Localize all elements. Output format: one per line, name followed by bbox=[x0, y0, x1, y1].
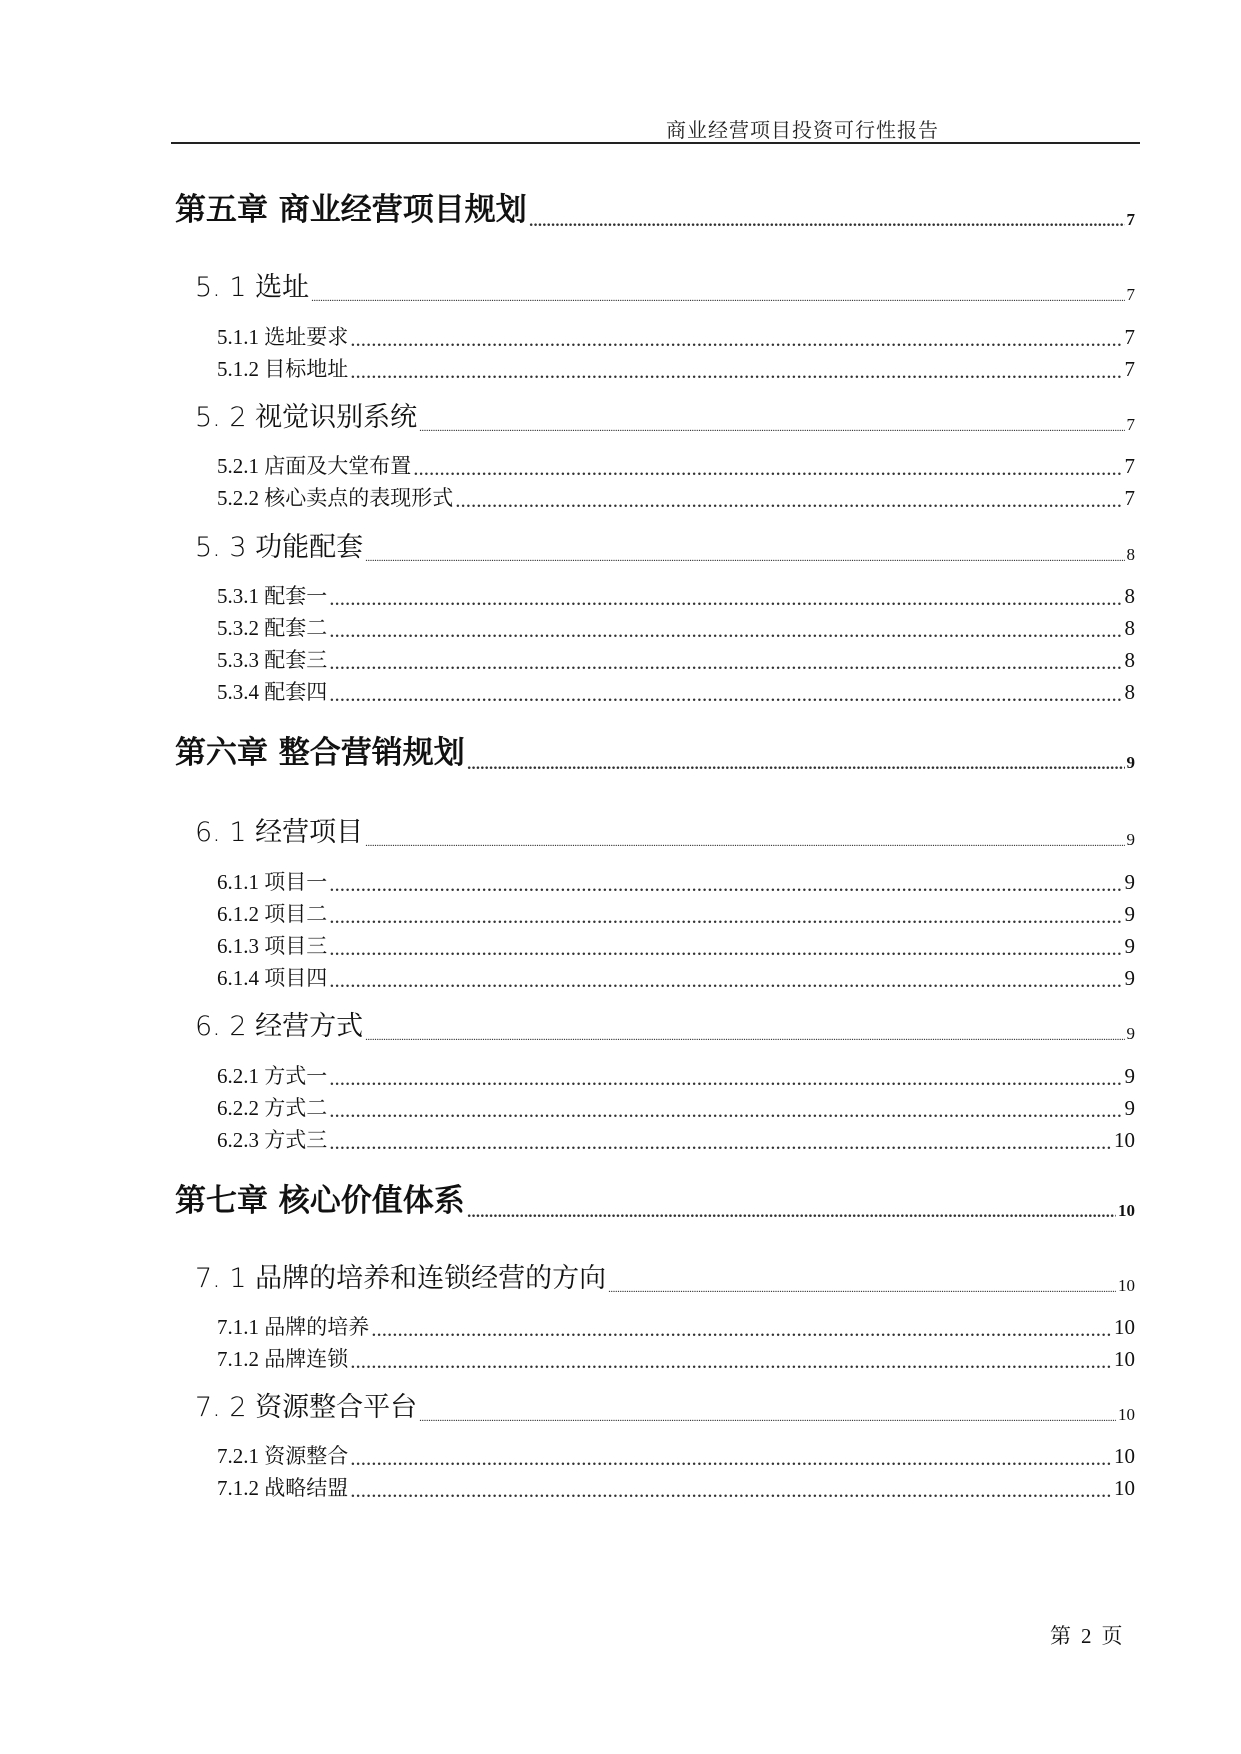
toc-entry-title: 6.2.2 方式二 bbox=[217, 1096, 328, 1120]
toc-entry-title: 7.1.1 品牌的培养 bbox=[217, 1315, 370, 1339]
toc-entry-title: 6. 1 经营项目 bbox=[195, 817, 364, 848]
toc-entry-page: 8 bbox=[1124, 648, 1135, 672]
toc-entry-page: 10 bbox=[1114, 1476, 1135, 1500]
toc-entry-title: 7.1.2 战略结盟 bbox=[217, 1476, 349, 1500]
toc-entry-page: 7 bbox=[1124, 325, 1135, 349]
toc-entry-page: 10 bbox=[1118, 1405, 1135, 1424]
toc-entry-subsection[interactable] bbox=[217, 679, 1135, 705]
dot-leader bbox=[350, 360, 1122, 382]
toc-entry-subsection[interactable] bbox=[217, 356, 1135, 382]
toc-entry-subsection[interactable] bbox=[217, 1314, 1135, 1340]
toc-entry-page: 10 bbox=[1114, 1444, 1135, 1468]
toc-entry-page: 9 bbox=[1124, 1064, 1135, 1088]
toc-entry-page: 10 bbox=[1114, 1347, 1135, 1371]
toc-entry-section[interactable] bbox=[195, 1391, 1135, 1425]
footer-suffix: 页 bbox=[1101, 1624, 1125, 1648]
toc-entry-page: 10 bbox=[1114, 1315, 1135, 1339]
toc-entry-title: 7.2.1 资源整合 bbox=[217, 1444, 349, 1468]
toc-entry-title: 7. 1 品牌的培养和连锁经营的方向 bbox=[195, 1263, 607, 1294]
toc-entry-title: 第六章 整合营销规划 bbox=[175, 735, 465, 771]
dot-leader bbox=[329, 1099, 1122, 1121]
toc-entry-subsection[interactable] bbox=[217, 485, 1135, 511]
dot-leader bbox=[413, 457, 1122, 479]
toc-entry-title: 5.2.1 店面及大堂布置 bbox=[217, 454, 412, 478]
toc-entry-title: 5.1.1 选址要求 bbox=[217, 325, 349, 349]
dot-leader bbox=[467, 757, 1125, 773]
dot-leader bbox=[311, 292, 1124, 305]
toc-entry-title: 7.1.2 品牌连锁 bbox=[217, 1347, 349, 1371]
toc-entry-title: 5. 1 选址 bbox=[195, 272, 310, 303]
toc-entry-subsection[interactable] bbox=[217, 615, 1135, 641]
toc-entry-subsection[interactable] bbox=[217, 324, 1135, 350]
dot-leader bbox=[455, 489, 1122, 511]
toc-entry-page: 9 bbox=[1124, 934, 1135, 958]
toc-entry-page: 7 bbox=[1126, 210, 1135, 229]
toc-entry-title: 第七章 核心价值体系 bbox=[175, 1183, 465, 1219]
dot-leader bbox=[467, 1205, 1116, 1221]
toc-entry-page: 9 bbox=[1124, 870, 1135, 894]
dot-leader bbox=[329, 619, 1122, 641]
toc-entry-page: 7 bbox=[1124, 454, 1135, 478]
toc-entry-page: 8 bbox=[1126, 545, 1135, 564]
toc-entry-section[interactable] bbox=[195, 401, 1135, 435]
toc-entry-subsection[interactable] bbox=[217, 583, 1135, 609]
footer-prefix: 第 bbox=[1050, 1624, 1073, 1648]
toc-entry-title: 5. 3 功能配套 bbox=[195, 532, 364, 563]
dot-leader bbox=[329, 937, 1122, 959]
toc-entry-subsection[interactable] bbox=[217, 1063, 1135, 1089]
header-rule bbox=[171, 142, 1140, 144]
toc-entry-title: 5.3.3 配套三 bbox=[217, 648, 328, 672]
toc-entry-title: 6. 2 经营方式 bbox=[195, 1011, 364, 1042]
toc-entry-page: 10 bbox=[1118, 1276, 1135, 1295]
toc-entry-section[interactable] bbox=[195, 1010, 1135, 1044]
toc-entry-page: 8 bbox=[1124, 680, 1135, 704]
dot-leader bbox=[329, 1131, 1112, 1153]
toc-entry-chapter[interactable] bbox=[175, 1181, 1135, 1221]
toc-entry-page: 8 bbox=[1124, 584, 1135, 608]
running-header-title: 商业经营项目投资可行性报告 bbox=[666, 118, 939, 142]
dot-leader bbox=[329, 587, 1122, 609]
toc-entry-title: 5.3.4 配套四 bbox=[217, 680, 328, 704]
toc-entry-page: 9 bbox=[1126, 1024, 1135, 1043]
toc-entry-page: 7 bbox=[1126, 285, 1135, 304]
toc-entry-subsection[interactable] bbox=[217, 1346, 1135, 1372]
dot-leader bbox=[350, 1479, 1112, 1501]
toc-entry-page: 7 bbox=[1124, 486, 1135, 510]
dot-leader bbox=[329, 651, 1122, 673]
dot-leader bbox=[419, 422, 1124, 435]
toc-entry-chapter[interactable] bbox=[175, 190, 1135, 230]
toc-entry-title: 5.2.2 核心卖点的表现形式 bbox=[217, 486, 454, 510]
footer-page-number: 2 bbox=[1081, 1624, 1094, 1648]
toc-entry-title: 5. 2 视觉识别系统 bbox=[195, 402, 418, 433]
toc-entry-title: 5.3.1 配套一 bbox=[217, 584, 328, 608]
toc-entry-subsection[interactable] bbox=[217, 901, 1135, 927]
toc-entry-subsection[interactable] bbox=[217, 1443, 1135, 1469]
toc-entry-title: 6.1.2 项目二 bbox=[217, 902, 328, 926]
dot-leader bbox=[608, 1283, 1116, 1296]
dot-leader bbox=[371, 1318, 1112, 1340]
toc-entry-subsection[interactable] bbox=[217, 1095, 1135, 1121]
toc-entry-section[interactable] bbox=[195, 1262, 1135, 1296]
toc-entry-title: 6.1.1 项目一 bbox=[217, 870, 328, 894]
toc-entry-subsection[interactable] bbox=[217, 1127, 1135, 1153]
page-number-footer bbox=[1050, 1620, 1125, 1650]
toc-entry-title: 7. 2 资源整合平台 bbox=[195, 1392, 418, 1423]
toc-entry-page: 9 bbox=[1126, 753, 1135, 772]
dot-leader bbox=[350, 1350, 1112, 1372]
dot-leader bbox=[365, 1031, 1124, 1044]
dot-leader bbox=[329, 1067, 1122, 1089]
dot-leader bbox=[529, 214, 1125, 230]
toc-entry-page: 9 bbox=[1124, 966, 1135, 990]
toc-entry-chapter[interactable] bbox=[175, 733, 1135, 773]
dot-leader bbox=[350, 1447, 1112, 1469]
dot-leader bbox=[329, 969, 1122, 991]
toc-entry-section[interactable] bbox=[195, 531, 1135, 565]
toc-entry-title: 5.3.2 配套二 bbox=[217, 616, 328, 640]
dot-leader bbox=[329, 873, 1122, 895]
toc-entry-section[interactable] bbox=[195, 816, 1135, 850]
dot-leader bbox=[350, 328, 1122, 350]
toc-entry-subsection[interactable] bbox=[217, 647, 1135, 673]
toc-entry-page: 10 bbox=[1118, 1201, 1135, 1220]
dot-leader bbox=[365, 552, 1124, 565]
toc-entry-title: 6.2.1 方式一 bbox=[217, 1064, 328, 1088]
toc-entry-page: 9 bbox=[1126, 830, 1135, 849]
toc-entry-page: 10 bbox=[1114, 1128, 1135, 1152]
toc-entry-page: 9 bbox=[1124, 1096, 1135, 1120]
toc-entry-title: 6.1.4 项目四 bbox=[217, 966, 328, 990]
toc-entry-page: 7 bbox=[1126, 415, 1135, 434]
toc-entry-subsection[interactable] bbox=[217, 933, 1135, 959]
dot-leader bbox=[329, 683, 1122, 705]
toc-entry-page: 9 bbox=[1124, 902, 1135, 926]
toc-entry-title: 6.2.3 方式三 bbox=[217, 1128, 328, 1152]
toc-entry-title: 5.1.2 目标地址 bbox=[217, 357, 349, 381]
toc-entry-subsection[interactable] bbox=[217, 869, 1135, 895]
toc-entry-subsection[interactable] bbox=[217, 965, 1135, 991]
toc-entry-page: 7 bbox=[1124, 357, 1135, 381]
toc-entry-title: 6.1.3 项目三 bbox=[217, 934, 328, 958]
toc-entry-subsection[interactable] bbox=[217, 1475, 1135, 1501]
toc-entry-section[interactable] bbox=[195, 271, 1135, 305]
toc-entry-subsection[interactable] bbox=[217, 453, 1135, 479]
dot-leader bbox=[365, 837, 1124, 850]
dot-leader bbox=[329, 905, 1122, 927]
toc-entry-title: 第五章 商业经营项目规划 bbox=[175, 192, 527, 228]
toc-entry-page: 8 bbox=[1124, 616, 1135, 640]
dot-leader bbox=[419, 1412, 1116, 1425]
